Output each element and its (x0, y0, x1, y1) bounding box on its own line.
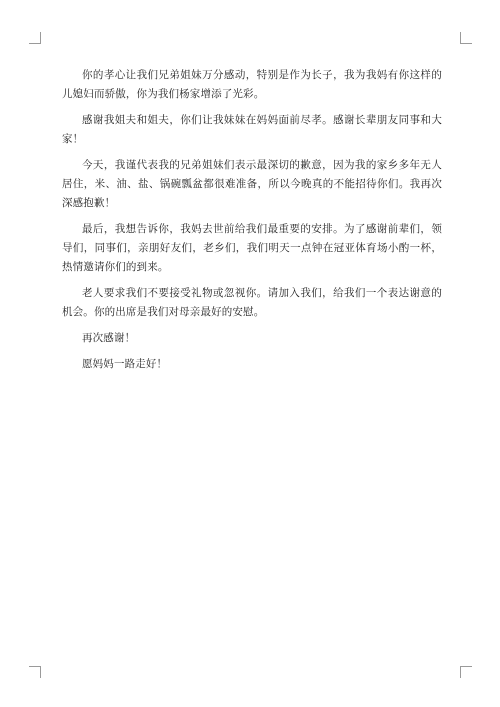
paragraph-no-gifts: 老人要求我们不要接受礼物或忽视你。请加入我们，给我们一个表达谢意的机会。你的出席是我们对母亲最好的安慰。 (62, 287, 442, 318)
crop-mark-top-right (460, 32, 472, 44)
crop-mark-bottom-right (460, 666, 472, 678)
crop-mark-bottom-left (29, 666, 41, 678)
paragraph-apology: 今天，我谨代表我的兄弟姐妹们表示最深切的歉意，因为我的家乡多年无人居住，米、油、盐、锅碗瓢盆都很难准备，所以今晚真的不能招待你们。我再次深感抱歉！ (62, 159, 442, 209)
paragraph-gratitude-son-in-law: 你的孝心让我们兄弟姐妹万分感动，特别是作为长子，我为我妈有你这样的儿媳妇而骄傲，你为我们杨家增添了光彩。 (62, 69, 442, 100)
paragraph-invitation: 最后，我想告诉你，我妈去世前给我们最重要的安排。为了感谢前辈们，领导们，同事们，亲朋好友们，老乡们，我们明天一点钟在冠亚体育场小酌一杯，热情邀请你们的到来。 (62, 223, 442, 273)
document-body (62, 66, 442, 381)
crop-mark-top-left (29, 32, 41, 44)
paragraph-thanks-again: 再次感谢！ (82, 332, 136, 344)
paragraph-thanks-family: 感谢我姐夫和姐夫，你们让我妹妹在妈妈面前尽孝。感谢长辈朋友同事和大家！ (62, 114, 442, 145)
paragraph-farewell: 愿妈妈一路走好！ (82, 358, 168, 370)
